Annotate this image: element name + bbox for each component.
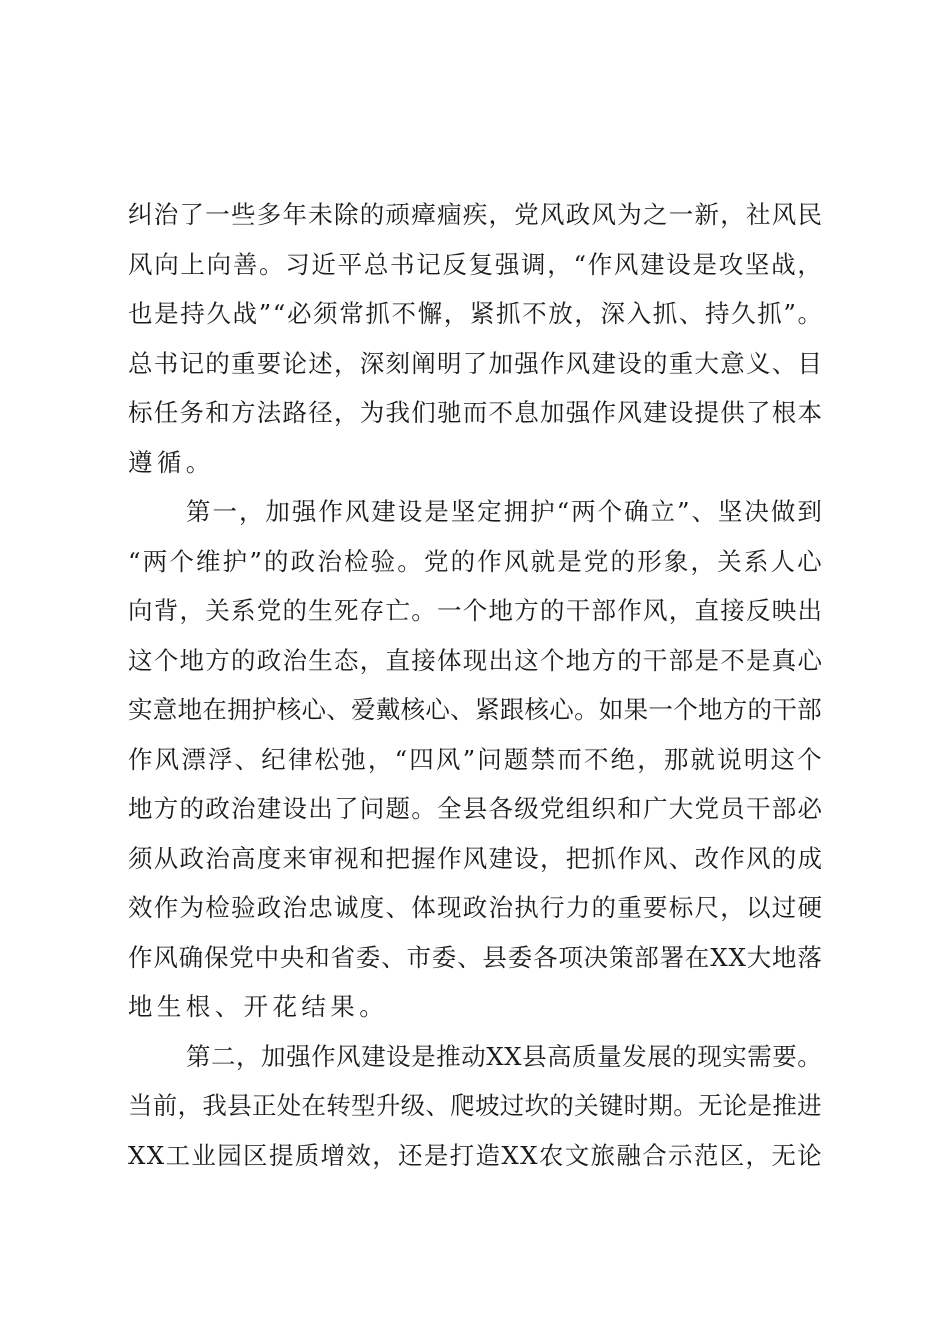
text-line: 实 意 地 在 拥 护 核 心 、 爱 戴 核 心 、 紧 跟 核 心 。 如 果 一 个 地 方 的 干 部	[128, 695, 822, 724]
text-line: 须 从 政 治 高 度 来 审 视 和 把 握 作 风 建 设 ， 把 抓 作 风 、 改 作 风 的 成	[128, 843, 822, 873]
text-line: 作 风 漂 浮 、 纪 律 松 弛 ， “ 四 风 ” 问 题 禁 而 不 绝 ， 那 就 说 明 这 个	[128, 744, 822, 774]
text-line: 这 个 地 方 的 政 治 生 态 ， 直 接 体 现 出 这 个 地 方 的 干 部 是 不 是 真 心	[128, 645, 822, 675]
text-line: 纠 治 了 一 些 多 年 未 除 的 顽 瘴 痼 疾 ， 党 风 政 风 为 之 一 新 ， 社 风 民	[128, 200, 822, 229]
paragraph	[128, 190, 822, 487]
text-line: 第 二 ， 加 强 作 风 建 设 是 推 动 X X 县 高 质 量 发 展 的 现 实 需 要 。	[186, 1041, 822, 1071]
paragraph	[128, 487, 822, 1032]
text-line: 地 方 的 政 治 建 设 出 了 问 题 。 全 县 各 级 党 组 织 和 广 大 党 员 干 部 必	[128, 794, 822, 823]
paragraph	[128, 1032, 822, 1181]
text-line: 效 作 为 检 验 政 治 忠 诚 度 、 体 现 政 治 执 行 力 的 重 要 标 尺 ， 以 过 硬	[128, 893, 822, 922]
text-line: 地生根、开花结果。	[128, 992, 389, 1021]
text-line: 标 任 务 和 方 法 路 径 ， 为 我 们 驰 而 不 息 加 强 作 风 建 设 提 供 了 根 本	[128, 398, 822, 427]
text-line: 当 前 ， 我 县 正 处 在 转 型 升 级 、 爬 坡 过 坎 的 关 键 时 期 。 无 论 是 推 进	[128, 1091, 822, 1120]
document-body	[128, 190, 822, 1180]
text-line: 总 书 记 的 重 要 论 述 ， 深 刻 阐 明 了 加 强 作 风 建 设 的 重 大 意 义 、 目	[128, 348, 822, 378]
text-line: 也 是 持 久 战 ” “ 必 须 常 抓 不 懈 ， 紧 抓 不 放 ， 深 入 抓 、 持 久 抓 ” 。	[128, 299, 822, 328]
text-line: X X 工 业 园 区 提 质 增 效 ， 还 是 打 造 X X 农 文 旅 融 合 示 范 区 ， 无 论	[128, 1140, 822, 1170]
text-line: 作 风 确 保 党 中 央 和 省 委 、 市 委 、 县 委 各 项 决 策 部 署 在 X X 大 地 落	[128, 942, 822, 972]
text-line: 风 向 上 向 善 。 习 近 平 总 书 记 反 复 强 调 ， “ 作 风 建 设 是 攻 坚 战 ，	[128, 249, 822, 279]
text-line: 遵循。	[128, 447, 215, 477]
text-line: 向 背 ， 关 系 党 的 生 死 存 亡 。 一 个 地 方 的 干 部 作 风 ， 直 接 反 映 出	[128, 596, 822, 625]
text-line: 第 一 ， 加 强 作 风 建 设 是 坚 定 拥 护 “ 两 个 确 立 ” 、 坚 决 做 到	[186, 497, 822, 526]
text-line: “ 两 个 维 护 ” 的 政 治 检 验 。 党 的 作 风 就 是 党 的 形 象 ， 关 系 人 心	[128, 546, 822, 576]
